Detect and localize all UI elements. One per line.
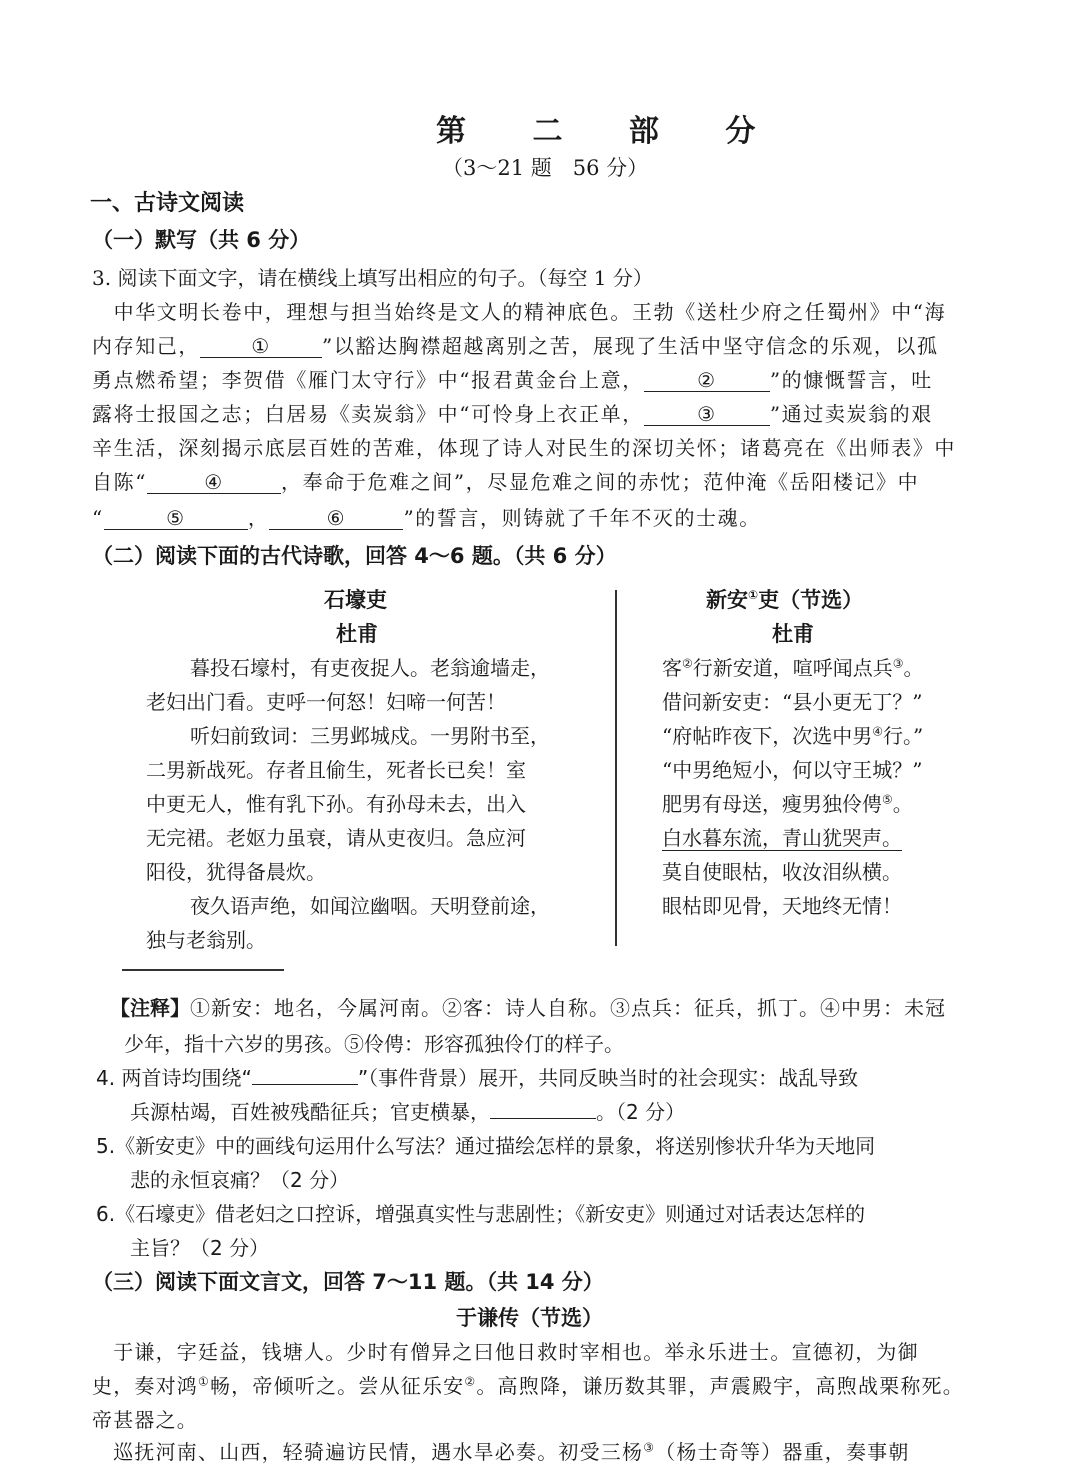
fill-blank-6[interactable]: ⑥	[269, 507, 403, 530]
poem-text: 莫自使眼枯，收汝泪纵横。	[662, 860, 902, 884]
passage-text: ”的誓言，则铸就了千年不灭的士魂。	[403, 506, 761, 530]
footnote-separator	[122, 969, 284, 971]
fill-blank-5[interactable]: ⑤	[104, 507, 248, 530]
part-title: 第 二 部 分	[436, 114, 784, 149]
passage-text: ，奉命于危难之间”，尽显危难之间的赤忱；范仲淹《岳阳楼记》中	[281, 470, 920, 494]
fill-blank-2[interactable]: ②	[644, 369, 770, 392]
poem-text: 。	[903, 656, 924, 680]
poem-text: 肥男有母送，瘦男独伶俜	[662, 792, 882, 816]
question-4-line-1	[96, 1062, 858, 1091]
poem-2-line	[662, 788, 913, 817]
prose-text: （杨士奇等）器重，奏事朝	[655, 1440, 910, 1464]
poem-text: 。	[892, 792, 913, 816]
q3-passage-line-4	[92, 398, 933, 427]
prose-line-1: 于谦，字廷益，钱塘人。少时有僧异之曰他日救时宰相也。举永乐进士。宣德初，为御	[92, 1340, 919, 1364]
prose-line-2	[92, 1370, 964, 1399]
notes-line-1	[110, 992, 946, 1021]
prose-line-4	[92, 1436, 910, 1465]
q3-passage-line-6	[92, 466, 919, 495]
poem-1-author: 杜甫	[336, 622, 378, 646]
q4-blank-2[interactable]	[490, 1118, 596, 1119]
q4-blank-1[interactable]	[252, 1084, 358, 1085]
footnote-mark: ③	[892, 656, 904, 671]
notes-text: ①新安：地名，今属河南。②客：诗人自称。③点兵：征兵，抓丁。④中男：未冠	[190, 996, 946, 1020]
prose-text: 。高煦降，谦历数其罪，声震殿宇，高煦战栗称死。	[476, 1374, 964, 1398]
poem-text: 借问新安吏：“县小更无丁？”	[662, 690, 923, 714]
fill-blank-4[interactable]: ④	[147, 471, 281, 494]
poem-divider	[615, 590, 617, 946]
poem-2-underlined-line	[662, 822, 902, 851]
poem-2-line	[662, 890, 902, 919]
poem-text: “府帖昨夜下，次选中男	[662, 724, 873, 748]
notes-line-2: 少年，指十六岁的男孩。⑤伶俜：形容孤独伶仃的样子。	[124, 1032, 624, 1056]
question-5-line-1: 5.《新安吏》中的画线句运用什么写法？通过描绘怎样的景象，将送别惨状升华为天地同	[96, 1134, 876, 1158]
poem-text: 客	[662, 656, 682, 680]
passage-text: ”通过卖炭翁的艰	[769, 402, 933, 426]
poem-1-title: 石壕吏	[324, 588, 387, 612]
passage-text: “	[92, 506, 104, 530]
poem-1-line: 听妇前致词：三男邺城戍。一男附书至，	[190, 724, 550, 748]
q4-text: 。（2 分）	[596, 1100, 686, 1124]
poem-1-line: 二男新战死。存者且偷生，死者长已矣！室	[146, 758, 526, 782]
poem-text: 行。”	[883, 724, 924, 748]
passage-text: 自陈“	[92, 470, 148, 494]
prose-line-3: 帝甚器之。	[92, 1408, 198, 1432]
poem-2-line	[662, 686, 922, 715]
poem-1-line: 老妇出门看。吏呼一何怒！妇啼一何苦！	[146, 690, 506, 714]
poem-2-author: 杜甫	[772, 622, 814, 646]
question-5-line-2: 悲的永恒哀痛？（2 分）	[130, 1168, 350, 1192]
q3-passage-line-1	[92, 296, 946, 325]
footnote-mark: ①	[748, 588, 759, 602]
passage-text: 内存知己，	[92, 334, 200, 358]
section-heading: 一、古诗文阅读	[90, 191, 245, 216]
passage-text: 辛生活，深刻揭示底层百姓的苦难，体现了诗人对民生的深切关怀；诸葛亮在《出师表》中	[92, 436, 956, 460]
q4-text: 兵源枯竭，百姓被残酷征兵；官吏横暴，	[130, 1100, 490, 1124]
poem-1-line: 阳役，犹得备晨炊。	[146, 860, 326, 884]
poem-2-line	[662, 652, 924, 681]
prose-text: 巡抚河南、山西，轻骑遍访民情，遇水旱必奏。初受三杨	[92, 1440, 644, 1464]
question-6-line-2: 主旨？（2 分）	[130, 1236, 270, 1260]
q3-passage-line-5	[92, 432, 956, 461]
q3-passage-line-7	[92, 502, 761, 531]
q4-text: 4. 两首诗均围绕“	[96, 1066, 252, 1090]
poem-2-line	[662, 754, 922, 783]
prose-text: 畅，帝倾听之。尝从征乐安	[209, 1374, 465, 1398]
passage-text: ”以豁达胸襟超越离别之苦，展现了生活中坚守信念的乐观，以孤	[322, 334, 939, 358]
question-4-line-2	[130, 1096, 685, 1125]
poem-2-line	[662, 856, 902, 885]
prose-title: 于谦传（节选）	[456, 1306, 603, 1330]
q3-passage-line-2	[92, 330, 939, 359]
question-3-stem: 3. 阅读下面文字，请在横线上填写出相应的句子。（每空 1 分）	[92, 266, 653, 290]
poem-1-line: 无完裙。老妪力虽衰，请从吏夜归。急应河	[146, 826, 526, 850]
passage-text: 露将士报国之志；白居易《卖炭翁》中“可怜身上衣正单，	[92, 402, 644, 426]
footnote-mark: ②	[682, 656, 693, 671]
prose-text: 史，奏对鸿	[92, 1374, 198, 1398]
passage-text: 勇点燃希望；李贺借《雁门太守行》中“报君黄金台上意，	[92, 368, 644, 392]
question-6-line-1: 6.《石壕吏》借老妇之口控诉，增强真实性与悲剧性；《新安吏》则通过对话表达怎样的	[96, 1202, 866, 1226]
footnote-mark: ⑤	[882, 792, 893, 807]
poem-2-line	[662, 720, 923, 749]
poem-2-title	[706, 584, 863, 614]
fill-blank-1[interactable]: ①	[200, 335, 322, 358]
poem-1-line: 独与老翁别。	[146, 928, 266, 952]
poem-text: 行新安道，喧呼闻点兵	[692, 656, 893, 680]
passage-text: ”的慷慨誓言，吐	[769, 368, 933, 392]
poem-2-title-a: 新安	[706, 588, 748, 612]
footnote-mark: ②	[464, 1374, 477, 1389]
poem-1-line: 中更无人，惟有乳下孙。有孙母未去，出入	[146, 792, 526, 816]
footnote-mark: ④	[872, 724, 883, 739]
q3-passage-line-3	[92, 364, 933, 393]
poem-text: 眼枯即见骨，天地终无情！	[662, 894, 902, 918]
poem-1-line: 夜久语声绝，如闻泣幽咽。天明登前途，	[190, 894, 550, 918]
poem-2-title-b: 吏（节选）	[758, 588, 864, 612]
notes-label: 【注释】	[110, 996, 190, 1020]
part-subtitle: （3～21 题 56 分）	[442, 156, 649, 180]
fill-blank-3[interactable]: ③	[644, 403, 770, 426]
subsection-heading-3: （三）阅读下面文言文，回答 7～11 题。（共 14 分）	[92, 1270, 604, 1294]
subsection-heading-1: （一）默写（共 6 分）	[92, 228, 311, 252]
poem-text: “中男绝短小，何以守王城？”	[662, 758, 923, 782]
footnote-mark: ①	[198, 1374, 210, 1389]
poem-text: 白水暮东流，青山犹哭声。	[662, 826, 902, 850]
passage-text: ，	[247, 506, 270, 530]
subsection-heading-2: （二）阅读下面的古代诗歌，回答 4～6 题。（共 6 分）	[92, 544, 617, 568]
passage-text: 中华文明长卷中，理想与担当始终是文人的精神底色。王勃《送杜少府之任蜀州》中“海	[92, 300, 947, 324]
q4-text: ”（事件背景）展开，共同反映当时的社会现实：战乱导致	[357, 1066, 859, 1090]
footnote-mark: ③	[643, 1440, 656, 1455]
poem-1-line: 暮投石壕村，有吏夜捉人。老翁逾墙走，	[190, 656, 550, 680]
